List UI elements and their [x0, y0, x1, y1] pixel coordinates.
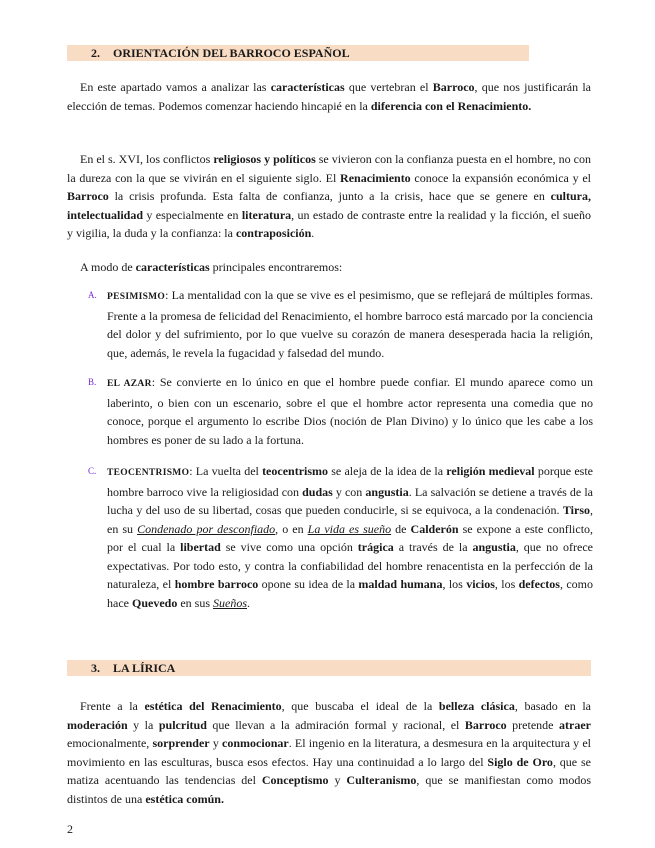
- section-3-heading: [67, 660, 591, 676]
- text-run: opone su idea de la: [258, 577, 359, 591]
- characteristic-item-a: [88, 286, 593, 362]
- section-3-title: LA LÍRICA: [113, 661, 176, 675]
- text-run: , que se manifiestan como modos distintos de una: [67, 773, 591, 806]
- item-keyword: TEOCENTRISMO: [107, 468, 190, 478]
- page-number: 2: [67, 822, 73, 836]
- item-keyword: EL AZAR: [107, 379, 152, 389]
- text-run: emocionalmente,: [67, 736, 153, 750]
- bold-term: características: [270, 80, 345, 94]
- text-run: y: [209, 736, 223, 750]
- bold-term: atraer: [559, 717, 591, 732]
- bold-term: religiosos y políticos: [213, 152, 316, 166]
- text-run: se expone a este conflicto, por el cual la: [107, 521, 594, 554]
- text-run: a través de la: [393, 540, 473, 554]
- work-title: Condenado por desconfiado: [137, 521, 276, 536]
- bold-term: Barroco: [432, 80, 475, 94]
- bold-term: Calderón: [410, 521, 459, 536]
- bold-term: trágica: [357, 540, 394, 554]
- text-run: y especialmente en: [143, 207, 242, 222]
- bold-term: características: [135, 260, 210, 274]
- text-run: porque este hombre barroco vive la religiosidad con: [107, 464, 593, 499]
- section-2-number: 2.: [91, 46, 100, 60]
- bold-term: Tirso: [562, 503, 590, 517]
- section-2-paragraph-1: [67, 78, 591, 115]
- bold-term: contraposición: [235, 226, 312, 240]
- bold-term: Barroco: [67, 189, 109, 203]
- characteristic-item-c: [88, 462, 593, 612]
- bold-term: maldad humana: [358, 577, 443, 591]
- text-run: , los: [442, 577, 467, 591]
- bold-term: defectos: [518, 577, 560, 591]
- text-run: y con: [332, 484, 366, 499]
- text-run: , como hace: [107, 577, 593, 610]
- text-run: En el s. XVI, los conflictos: [80, 152, 214, 166]
- text-run: la crisis profunda. Esta falta de confianza, junto a la crisis, hace que se genere en: [108, 189, 551, 203]
- item-marker-b: B.: [88, 377, 97, 387]
- text-run: , basado en la: [514, 699, 591, 713]
- section-2-paragraph-2: [67, 150, 591, 243]
- bold-term: cultura, intelectualidad: [67, 189, 591, 222]
- text-run: y la: [127, 717, 159, 732]
- text-run: principales encontraremos:: [209, 260, 343, 274]
- bold-term: teocentrismo: [262, 464, 329, 478]
- bold-term: estética del Renacimiento: [144, 699, 282, 713]
- text-run: que vertebran el: [344, 80, 433, 94]
- item-body-c: [107, 462, 593, 612]
- bold-term: Siglo de Oro: [487, 754, 553, 769]
- bold-term: diferencia con el Renacimiento.: [370, 98, 532, 113]
- text-run: : La mentalidad con la que se vive es el pesimismo, que se reflejará de múltiples formas. Frente a la promesa de felicidad del Renacimiento, el hombre barroco está marcado por la conciencia del dolor y del sufrimiento, por lo que vuelve su corazón de manera desesperada hacia la religión, que, además, le revela la fugacidad y falsedad del mundo.: [107, 288, 593, 360]
- text-run: que llevan a la admiración formal y racional, el: [206, 717, 465, 732]
- text-run: se aleja de la idea de la: [328, 464, 447, 478]
- item-keyword: PESIMISMO: [107, 292, 166, 302]
- text-run: , que no ofrece expectativas. Por todo esto, y contra la confiabilidad del hombre renacentista en la perfección de la naturaleza, el: [107, 540, 594, 591]
- section-2-paragraph-3: [67, 258, 591, 277]
- bold-term: Conceptismo: [261, 773, 329, 787]
- bold-term: belleza clásica: [438, 699, 515, 713]
- section-3-number: 3.: [91, 661, 100, 675]
- bold-term: moderación: [67, 717, 128, 732]
- text-run: , que se matiza acentuando las tendencias del: [67, 754, 591, 787]
- text-run: , los: [494, 577, 519, 591]
- bold-term: angustia: [365, 484, 409, 499]
- section-2-title: ORIENTACIÓN DEL BARROCO ESPAÑOL: [113, 46, 350, 60]
- characteristic-item-b: [88, 373, 593, 449]
- text-run: : La vuelta del: [189, 464, 263, 478]
- item-body-a: [107, 286, 593, 362]
- text-run: : Se convierte en lo único en que el hombre puede confiar. El mundo aparece como un laberinto, o bien con un escenario, sobre el que el hombre actor representa una comedia que no conoce, porque el argumento lo escribe Dios (noción de Plan Divino) y lo único que les cabe a los hombres es poner de su lado a la fortuna.: [107, 375, 593, 447]
- bold-term: angustia: [472, 540, 516, 554]
- bold-term: pulcritud: [158, 717, 207, 732]
- item-marker-c: C.: [88, 466, 97, 476]
- text-run: se vive como una opción: [220, 540, 358, 554]
- bold-term: sorprender: [152, 736, 210, 750]
- text-run: pretende: [506, 717, 560, 732]
- text-run: .: [311, 226, 315, 240]
- text-run: , un estado de contraste entre la realidad y la ficción, el sueño y vigilia, la duda y la confianza: la: [67, 207, 591, 240]
- item-marker-a: A.: [88, 290, 97, 300]
- text-run: se vivieron con la confianza puesta en el hombre, no con la dureza con la que se vivirán en el siguiente siglo. El: [67, 152, 591, 185]
- bold-term: Quevedo: [131, 595, 178, 610]
- bold-term: literatura: [241, 207, 292, 222]
- section-2-heading: [67, 45, 529, 61]
- bold-term: dudas: [302, 484, 333, 499]
- text-run: , que buscaba el ideal de la: [281, 699, 439, 713]
- bold-term: Barroco: [464, 717, 507, 732]
- text-run: Frente a la: [80, 699, 145, 713]
- text-run: . El ingenio en la literatura, a desmesura en la arquitectura y el movimiento en las esculturas, busca esos efectos. Hay una continuidad a lo largo del: [67, 736, 591, 769]
- text-run: En este apartado vamos a analizar las: [80, 80, 271, 94]
- text-run: , en su: [107, 503, 593, 536]
- text-run: . La salvación se detiene a través de la lucha y del uso de su libertad, cosas que pueden conducirle, si se equivoca, a la condenación.: [107, 484, 593, 517]
- work-title: Sueños: [213, 595, 247, 610]
- text-run: conoce la expansión económica y el: [410, 170, 592, 185]
- bold-term: Renacimiento: [340, 170, 411, 185]
- item-body-b: [107, 373, 593, 449]
- text-run: en sus: [177, 595, 213, 610]
- text-run: , o en: [275, 521, 308, 536]
- text-run: de: [391, 521, 411, 536]
- bold-term: conmocionar: [222, 736, 289, 750]
- text-run: y: [328, 773, 347, 787]
- bold-term: estética común.: [145, 791, 224, 806]
- bold-term: Culteranismo: [346, 773, 417, 787]
- text-run: .: [247, 595, 250, 610]
- bold-term: libertad: [180, 540, 221, 554]
- bold-term: religión medieval: [446, 464, 535, 478]
- work-title: La vida es sueño: [307, 521, 392, 536]
- bold-term: hombre barroco: [174, 577, 259, 591]
- text-run: A modo de: [80, 260, 136, 274]
- bold-term: vicios: [466, 577, 495, 591]
- text-run: , que nos justificarán la elección de temas. Podemos comenzar haciendo hincapié en la: [67, 80, 592, 113]
- section-3-paragraph-1: [67, 697, 591, 808]
